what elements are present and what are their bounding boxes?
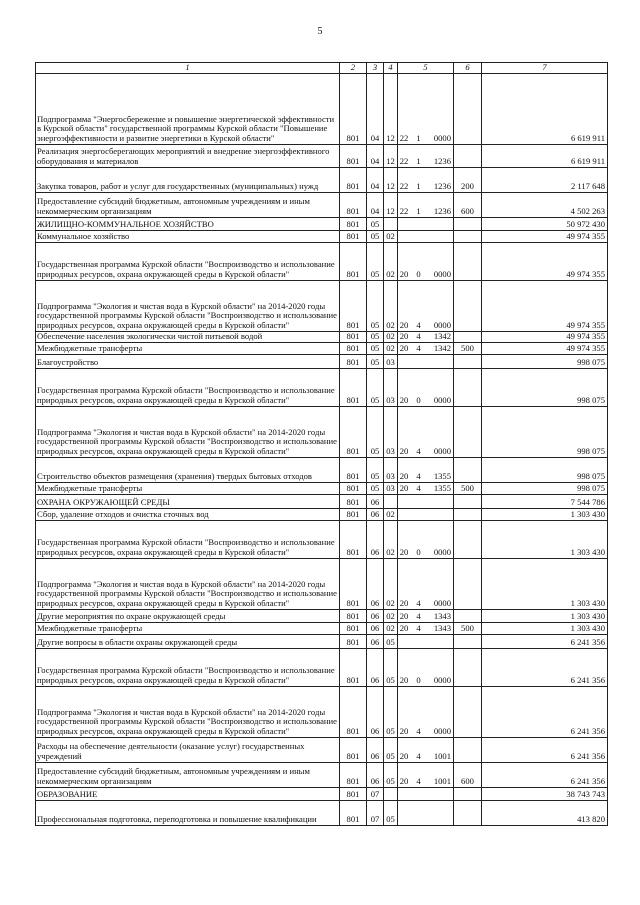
item-name: Государственная программа Курской области "Воспроизводство и использование природных ресурсов, охрана окружающей среды в Курской области" — [36, 242, 340, 280]
code-section: 05 — [367, 457, 384, 482]
code-expense-type — [454, 648, 482, 686]
code-target-article — [398, 342, 454, 354]
code-admin: 801 — [340, 331, 367, 342]
amount: 998 075 — [482, 406, 608, 457]
code-target-part: 0 — [416, 675, 421, 685]
code-target-article — [398, 73, 454, 144]
code-subsection: 05 — [384, 737, 398, 762]
table-row — [36, 342, 608, 354]
code-target-part: 4 — [416, 331, 421, 341]
code-admin: 801 — [340, 368, 367, 406]
code-section: 06 — [367, 634, 384, 648]
item-name: ЖИЛИЩНО-КОММУНАЛЬНОЕ ХОЗЯЙСТВО — [36, 217, 340, 230]
code-admin: 801 — [340, 144, 367, 167]
code-target-part: 20 — [399, 611, 409, 621]
amount: 6 241 356 — [482, 686, 608, 737]
table-row — [36, 520, 608, 558]
code-target-part: 20 — [399, 751, 409, 761]
amount: 6 241 356 — [482, 634, 608, 648]
code-target-part: 1342 — [433, 343, 451, 353]
code-target-part: 1236 — [433, 181, 451, 191]
item-name: ОХРАНА ОКРУЖАЮЩЕЙ СРЕДЫ — [36, 494, 340, 508]
code-section: 05 — [367, 280, 384, 331]
code-section: 05 — [367, 342, 384, 354]
code-target-part: 4 — [416, 751, 421, 761]
code-target-part: 1 — [416, 133, 421, 143]
table-row — [36, 648, 608, 686]
code-target-part: 1 — [416, 181, 421, 191]
code-expense-type — [454, 686, 482, 737]
code-subsection: 02 — [384, 622, 398, 634]
table-row — [36, 609, 608, 622]
code-subsection: 12 — [384, 73, 398, 144]
code-subsection: 03 — [384, 457, 398, 482]
code-expense-type — [454, 406, 482, 457]
code-admin: 801 — [340, 508, 367, 520]
code-target-part: 22 — [399, 181, 409, 191]
amount: 38 743 743 — [482, 787, 608, 800]
code-target-part: 20 — [399, 776, 409, 786]
code-expense-type — [454, 354, 482, 368]
table-row — [36, 686, 608, 737]
table-row — [36, 354, 608, 368]
item-name: Сбор, удаление отходов и очистка сточных вод — [36, 508, 340, 520]
code-section: 06 — [367, 648, 384, 686]
code-target-part: 1343 — [433, 623, 451, 633]
code-expense-type — [454, 609, 482, 622]
code-admin: 801 — [340, 558, 367, 609]
item-name: Другие вопросы в области охраны окружающей среды — [36, 634, 340, 648]
code-target-part: 0000 — [433, 395, 451, 405]
code-admin: 801 — [340, 737, 367, 762]
code-subsection: 03 — [384, 482, 398, 494]
code-target-part: 1342 — [433, 331, 451, 341]
code-subsection: 02 — [384, 609, 398, 622]
code-target-article — [398, 520, 454, 558]
code-target-part: 20 — [399, 675, 409, 685]
code-subsection: 05 — [384, 634, 398, 648]
code-subsection: 05 — [384, 800, 398, 825]
code-expense-type: 500 — [454, 622, 482, 634]
code-expense-type — [454, 787, 482, 800]
code-admin: 801 — [340, 192, 367, 217]
item-name: ОБРАЗОВАНИЕ — [36, 787, 340, 800]
table-row — [36, 144, 608, 167]
code-target-part: 0000 — [433, 320, 451, 330]
code-expense-type — [454, 280, 482, 331]
code-subsection: 03 — [384, 368, 398, 406]
code-target-part: 0000 — [433, 446, 451, 456]
code-subsection: 05 — [384, 686, 398, 737]
code-expense-type — [454, 73, 482, 144]
item-name: Государственная программа Курской области "Воспроизводство и использование природных ресурсов, охрана окружающей среды в Курской области" — [36, 648, 340, 686]
code-target-part: 1 — [416, 206, 421, 216]
item-name: Расходы на обеспечение деятельности (оказание услуг) государственных учреждений — [36, 737, 340, 762]
amount: 413 820 — [482, 800, 608, 825]
amount: 1 303 430 — [482, 558, 608, 609]
code-section: 06 — [367, 609, 384, 622]
table-row — [36, 482, 608, 494]
code-expense-type — [454, 144, 482, 167]
item-name: Обеспечение населения экологически чистой питьевой водой — [36, 331, 340, 342]
code-admin: 801 — [340, 787, 367, 800]
amount: 50 972 430 — [482, 217, 608, 230]
code-target-part: 20 — [399, 395, 409, 405]
code-admin: 801 — [340, 622, 367, 634]
code-target-part: 20 — [399, 471, 409, 481]
code-section: 06 — [367, 508, 384, 520]
code-section: 06 — [367, 558, 384, 609]
code-section: 04 — [367, 192, 384, 217]
amount: 7 544 786 — [482, 494, 608, 508]
code-target-part: 1236 — [433, 206, 451, 216]
table-row — [36, 457, 608, 482]
code-target-part: 4 — [416, 483, 421, 493]
code-target-part: 0 — [416, 547, 421, 557]
item-name: Подпрограмма "Экология и чистая вода в Курской области" на 2014-2020 годы государственной программы Курской области "Воспроизводство и использование природных ресурсов, охрана окружающей среды в Курской области" — [36, 558, 340, 609]
item-name: Реализация энергосберегающих мероприятий и внедрение энергоэффективного оборудования и материалов — [36, 144, 340, 167]
code-target-article — [398, 622, 454, 634]
amount: 998 075 — [482, 482, 608, 494]
code-section: 06 — [367, 686, 384, 737]
code-target-part: 1355 — [433, 483, 451, 493]
code-subsection: 02 — [384, 508, 398, 520]
amount: 998 075 — [482, 368, 608, 406]
code-expense-type — [454, 558, 482, 609]
code-target-part: 1236 — [433, 156, 451, 166]
table-row — [36, 622, 608, 634]
code-target-part: 20 — [399, 598, 409, 608]
amount: 1 303 430 — [482, 520, 608, 558]
table-row — [36, 217, 608, 230]
code-section: 05 — [367, 354, 384, 368]
table-row — [36, 800, 608, 825]
code-target-article — [398, 368, 454, 406]
code-section: 07 — [367, 800, 384, 825]
code-target-article — [398, 354, 454, 368]
code-admin: 801 — [340, 494, 367, 508]
code-subsection: 02 — [384, 280, 398, 331]
code-target-article — [398, 280, 454, 331]
code-section: 05 — [367, 242, 384, 280]
item-name: Закупка товаров, работ и услуг для государственных (муниципальных) нужд — [36, 167, 340, 192]
code-target-article — [398, 494, 454, 508]
code-expense-type — [454, 217, 482, 230]
code-expense-type — [454, 800, 482, 825]
item-name: Другие мероприятия по охране окружающей среды — [36, 609, 340, 622]
code-subsection: 02 — [384, 520, 398, 558]
code-target-part: 20 — [399, 331, 409, 341]
code-expense-type — [454, 242, 482, 280]
code-target-part: 0 — [416, 269, 421, 279]
code-target-part: 4 — [416, 776, 421, 786]
code-target-part: 4 — [416, 611, 421, 621]
code-target-part: 1 — [416, 156, 421, 166]
code-target-article — [398, 217, 454, 230]
code-admin: 801 — [340, 242, 367, 280]
code-target-part: 4 — [416, 598, 421, 608]
code-expense-type — [454, 494, 482, 508]
code-admin: 801 — [340, 230, 367, 242]
code-target-part: 0000 — [433, 547, 451, 557]
code-target-part: 0000 — [433, 675, 451, 685]
code-admin: 801 — [340, 457, 367, 482]
amount: 49 974 355 — [482, 331, 608, 342]
code-admin: 801 — [340, 686, 367, 737]
item-name: Профессиональная подготовка, переподготовка и повышение квалификации — [36, 800, 340, 825]
code-target-part: 22 — [399, 206, 409, 216]
code-target-article — [398, 167, 454, 192]
code-target-article — [398, 331, 454, 342]
amount: 6 241 356 — [482, 762, 608, 787]
column-header: 5 — [398, 63, 454, 74]
column-header: 6 — [454, 63, 482, 74]
table-row — [36, 558, 608, 609]
code-target-part: 0000 — [433, 726, 451, 736]
code-expense-type — [454, 331, 482, 342]
amount: 2 117 648 — [482, 167, 608, 192]
code-target-article — [398, 230, 454, 242]
code-section: 07 — [367, 787, 384, 800]
code-subsection: 05 — [384, 762, 398, 787]
code-target-article — [398, 686, 454, 737]
code-target-article — [398, 800, 454, 825]
code-section: 05 — [367, 230, 384, 242]
code-target-article — [398, 609, 454, 622]
code-subsection: 12 — [384, 192, 398, 217]
code-subsection: 03 — [384, 354, 398, 368]
amount: 6 619 911 — [482, 73, 608, 144]
item-name: Подпрограмма "Экология и чистая вода в Курской области" на 2014-2020 годы государственной программы Курской области "Воспроизводство и использование природных ресурсов, охрана окружающей среды в Курской области" — [36, 406, 340, 457]
item-name: Подпрограмма "Энергосбережение и повышение энергетической эффективности в Курской области" государственной программы Курской области "Повышение энергоэффективности и развитие энергетики в Курской области" — [36, 73, 340, 144]
code-target-article — [398, 406, 454, 457]
code-section: 04 — [367, 167, 384, 192]
code-section: 06 — [367, 494, 384, 508]
column-header: 2 — [340, 63, 367, 74]
amount: 998 075 — [482, 457, 608, 482]
code-admin: 801 — [340, 800, 367, 825]
table-row — [36, 167, 608, 192]
code-expense-type — [454, 737, 482, 762]
code-target-part: 20 — [399, 320, 409, 330]
column-header: 4 — [384, 63, 398, 74]
code-expense-type — [454, 230, 482, 242]
code-section: 05 — [367, 482, 384, 494]
code-target-article — [398, 482, 454, 494]
column-header: 7 — [482, 63, 608, 74]
code-admin: 801 — [340, 648, 367, 686]
code-target-article — [398, 787, 454, 800]
code-target-part: 22 — [399, 156, 409, 166]
page-number: 5 — [317, 26, 323, 37]
table-row — [36, 634, 608, 648]
item-name: Строительство объектов размещения (хранения) твердых бытовых отходов — [36, 457, 340, 482]
item-name: Коммунальное хозяйство — [36, 230, 340, 242]
amount: 1 303 430 — [482, 508, 608, 520]
code-subsection: 03 — [384, 406, 398, 457]
code-subsection: 02 — [384, 558, 398, 609]
code-section: 05 — [367, 368, 384, 406]
code-target-part: 1343 — [433, 611, 451, 621]
code-expense-type — [454, 508, 482, 520]
code-admin: 801 — [340, 167, 367, 192]
item-name: Благоустройство — [36, 354, 340, 368]
code-target-article — [398, 457, 454, 482]
code-section: 05 — [367, 406, 384, 457]
code-target-part: 20 — [399, 726, 409, 736]
code-admin: 801 — [340, 280, 367, 331]
code-target-article — [398, 648, 454, 686]
code-target-article — [398, 242, 454, 280]
budget-table — [35, 62, 608, 826]
code-target-article — [398, 508, 454, 520]
table-row — [36, 787, 608, 800]
item-name: Межбюджетные трансферты — [36, 482, 340, 494]
table-row — [36, 368, 608, 406]
code-target-part: 20 — [399, 623, 409, 633]
code-admin: 801 — [340, 609, 367, 622]
amount: 49 974 355 — [482, 280, 608, 331]
code-target-part: 20 — [399, 547, 409, 557]
header-row — [36, 63, 608, 74]
code-admin: 801 — [340, 73, 367, 144]
code-admin: 801 — [340, 406, 367, 457]
code-section: 04 — [367, 73, 384, 144]
amount: 6 619 911 — [482, 144, 608, 167]
code-subsection — [384, 494, 398, 508]
code-target-part: 20 — [399, 446, 409, 456]
item-name: Государственная программа Курской области "Воспроизводство и использование природных ресурсов, охрана окружающей среды в Курской области" — [36, 520, 340, 558]
code-admin: 801 — [340, 482, 367, 494]
code-expense-type — [454, 520, 482, 558]
table-row — [36, 494, 608, 508]
table-row — [36, 737, 608, 762]
item-name: Межбюджетные трансферты — [36, 342, 340, 354]
table-row — [36, 192, 608, 217]
code-section: 04 — [367, 144, 384, 167]
table-row — [36, 331, 608, 342]
code-target-part: 4 — [416, 446, 421, 456]
amount: 6 241 356 — [482, 648, 608, 686]
item-name: Подпрограмма "Экология и чистая вода в Курской области" на 2014-2020 годы государственной программы Курской области "Воспроизводство и использование природных ресурсов, охрана окружающей среды в Курской области" — [36, 686, 340, 737]
code-section: 05 — [367, 331, 384, 342]
code-admin: 801 — [340, 762, 367, 787]
code-expense-type — [454, 368, 482, 406]
code-target-part: 1001 — [433, 776, 451, 786]
amount: 49 974 355 — [482, 230, 608, 242]
code-target-article — [398, 192, 454, 217]
code-subsection: 05 — [384, 648, 398, 686]
code-target-part: 4 — [416, 471, 421, 481]
code-expense-type: 500 — [454, 482, 482, 494]
amount: 4 502 263 — [482, 192, 608, 217]
code-expense-type — [454, 634, 482, 648]
item-name: Предоставление субсидий бюджетным, автономным учреждениям и иным некоммерческим организациям — [36, 762, 340, 787]
code-section: 05 — [367, 217, 384, 230]
code-target-part: 1001 — [433, 751, 451, 761]
item-name: Государственная программа Курской области "Воспроизводство и использование природных ресурсов, охрана окружающей среды в Курской области" — [36, 368, 340, 406]
code-target-article — [398, 737, 454, 762]
code-admin: 801 — [340, 520, 367, 558]
item-name: Предоставление субсидий бюджетным, автономным учреждениям и иным некоммерческим организациям — [36, 192, 340, 217]
code-subsection: 12 — [384, 167, 398, 192]
code-subsection: 02 — [384, 331, 398, 342]
code-target-part: 4 — [416, 320, 421, 330]
amount: 49 974 355 — [482, 342, 608, 354]
code-target-part: 1355 — [433, 471, 451, 481]
code-target-article — [398, 558, 454, 609]
code-subsection: 02 — [384, 242, 398, 280]
amount: 6 241 356 — [482, 737, 608, 762]
code-target-part: 4 — [416, 623, 421, 633]
code-target-part: 0000 — [433, 269, 451, 279]
code-subsection — [384, 217, 398, 230]
code-subsection — [384, 787, 398, 800]
code-target-article — [398, 634, 454, 648]
code-target-part: 0000 — [433, 598, 451, 608]
table-row — [36, 230, 608, 242]
code-expense-type — [454, 457, 482, 482]
table-row — [36, 508, 608, 520]
code-target-part: 22 — [399, 133, 409, 143]
code-target-part: 4 — [416, 343, 421, 353]
code-section: 06 — [367, 622, 384, 634]
code-target-part: 4 — [416, 726, 421, 736]
amount: 1 303 430 — [482, 622, 608, 634]
column-header: 1 — [36, 63, 340, 74]
code-target-part: 20 — [399, 343, 409, 353]
code-subsection: 02 — [384, 342, 398, 354]
code-target-part: 0 — [416, 395, 421, 405]
code-subsection: 12 — [384, 144, 398, 167]
table-row — [36, 406, 608, 457]
table-row — [36, 73, 608, 144]
amount: 1 303 430 — [482, 609, 608, 622]
code-target-part: 20 — [399, 483, 409, 493]
code-target-article — [398, 762, 454, 787]
code-subsection: 02 — [384, 230, 398, 242]
column-header: 3 — [367, 63, 384, 74]
code-section: 06 — [367, 737, 384, 762]
code-admin: 801 — [340, 354, 367, 368]
code-section: 06 — [367, 520, 384, 558]
code-admin: 801 — [340, 217, 367, 230]
amount: 49 974 355 — [482, 242, 608, 280]
table-row — [36, 242, 608, 280]
code-target-part: 0000 — [433, 133, 451, 143]
table-row — [36, 280, 608, 331]
code-admin: 801 — [340, 342, 367, 354]
code-target-article — [398, 144, 454, 167]
code-expense-type: 600 — [454, 192, 482, 217]
code-target-part: 20 — [399, 269, 409, 279]
code-admin: 801 — [340, 634, 367, 648]
item-name: Подпрограмма "Экология и чистая вода в Курской области" на 2014-2020 годы государственной программы Курской области "Воспроизводство и использование природных ресурсов, охрана окружающей среды в Курской области" — [36, 280, 340, 331]
code-expense-type: 500 — [454, 342, 482, 354]
item-name: Межбюджетные трансферты — [36, 622, 340, 634]
code-expense-type: 600 — [454, 762, 482, 787]
code-section: 06 — [367, 762, 384, 787]
amount: 998 075 — [482, 354, 608, 368]
table-row — [36, 762, 608, 787]
code-expense-type: 200 — [454, 167, 482, 192]
